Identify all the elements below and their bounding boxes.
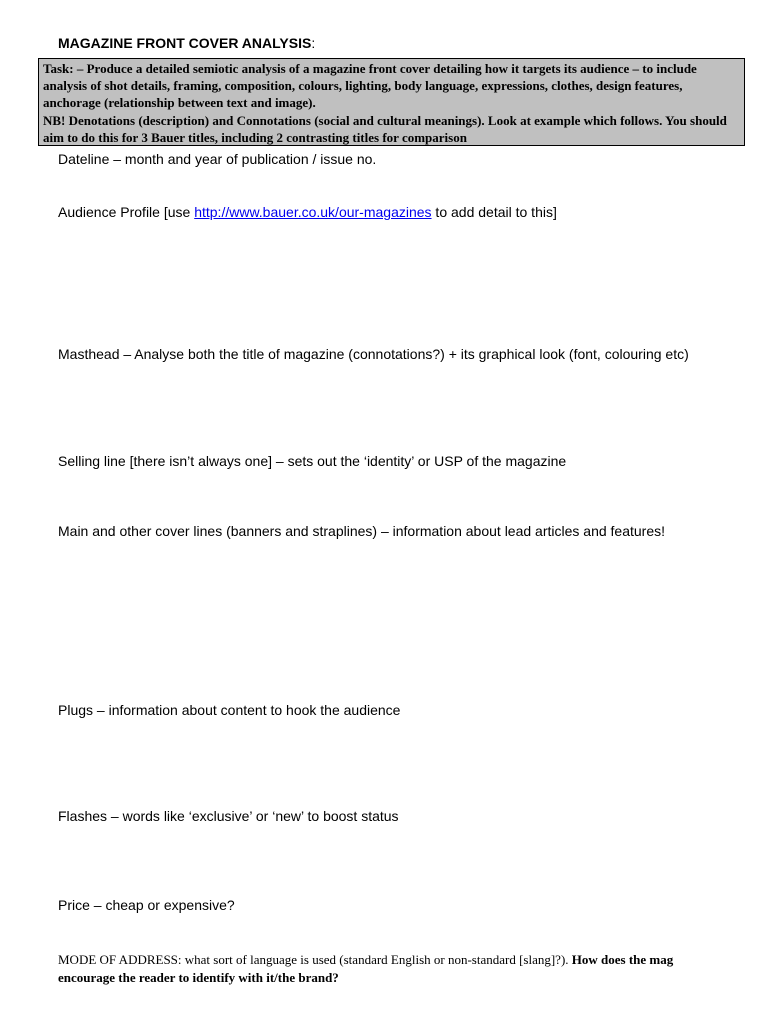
page-title [58, 35, 315, 51]
section-flashes: Flashes – words like ‘exclusive’ or ‘new’ to boost status [58, 808, 399, 824]
section-audience-profile [58, 203, 698, 221]
section-mode-of-address [58, 951, 718, 987]
mode-of-address-emphasis: How does the mag encourage the reader to identify with it/the brand? [58, 952, 674, 985]
section-selling-line: Selling line [there isn’t always one] – sets out the ‘identity’ or USP of the magazine [58, 453, 567, 469]
section-price: Price – cheap or expensive? [58, 897, 235, 913]
task-note: NB! Denotations (description) and Connotations (social and cultural meanings). Look at example which follows. You should aim to do this for 3 Bauer titles, including 2 contrasting titles for comparison [43, 112, 727, 145]
page-title-colon: : [311, 35, 316, 51]
audience-profile-suffix: to add detail to this] [431, 204, 557, 220]
audience-profile-prefix: Audience Profile [use [58, 204, 195, 220]
section-masthead: Masthead – Analyse both the title of magazine (connotations?) + its graphical look (font, colouring etc) [58, 346, 689, 362]
section-dateline: Dateline – month and year of publication / issue no. [58, 151, 377, 167]
task-box [38, 58, 745, 146]
section-plugs: Plugs – information about content to hook the audience [58, 702, 401, 718]
task-description: Task: – Produce a detailed semiotic analysis of a magazine front cover detailing how it targets its audience – to include analysis of shot details, framing, composition, colours, lighting, body language, expressions, clothes, design features, anchorage (relationship between text and image). [43, 61, 697, 111]
page-title-text: MAGAZINE FRONT COVER ANALYSIS [58, 35, 312, 51]
mode-of-address-question: MODE OF ADDRESS: what sort of language is used (standard English or non-standard [slang]?). [58, 952, 572, 967]
section-cover-lines: Main and other cover lines (banners and straplines) – information about lead articles and features! [58, 523, 666, 539]
bauer-magazines-link[interactable]: http://www.bauer.co.uk/our-magazines [194, 204, 432, 220]
